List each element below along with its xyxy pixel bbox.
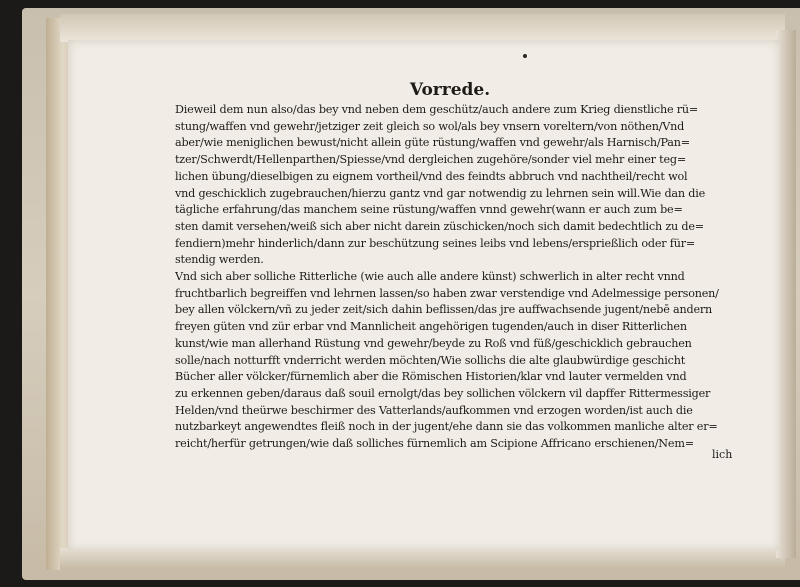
text-line: tzer/Schwerdt/Hellenparthen/Spiesse/vnd dergleichen zugehöre/sonder viel mehr einer teg= [175,153,687,167]
text-line: zu erkennen geben/daraus daß souil ernolgt/das bey sollichen völckern vil dapffer Rittermessiger [175,386,711,400]
text-line: aber/wie meniglichen bewust/nicht allein güte rüstung/waffen vnd gewehr/als Harnisch/Pan= [175,136,690,150]
text-line: sten damit versehen/weiß sich aber nicht darein züschicken/noch sich damit bedechtlich zu de= [175,219,704,233]
text-line: vnd geschicklich zugebrauchen/hierzu gantz vnd gar notwendig zu lehrnen sein will.Wie dan die [175,186,706,200]
text-line: kunst/wie man allerhand Rüstung vnd gewehr/beyde zu Roß vnd füß/geschicklich gebrauchen [175,336,692,350]
body-text [175,102,750,453]
text-line: fendiern)mehr hinderlich/dann zur beschützung seines leibs vnd lebens/ersprießlich oder für= [175,236,696,250]
page-edge-left [46,18,70,570]
text-line: Dieweil dem nun also/das bey vnd neben dem geschütz/auch andere zum Krieg dienstliche rü= [175,103,699,116]
text-line: tägliche erfahrung/das manchem seine rüstung/waffen vnnd gewehr(wann er auch zum be= [175,203,683,217]
ink-dot [523,54,527,58]
page-edge-top [60,14,785,42]
text-line: lichen übung/dieselbigen zu eignem vortheil/vnd des feindts abbruch vnd nachtheil/recht wol [175,169,688,183]
catchword: lich [712,448,733,461]
text-line: nutzbarkeyt angewendtes fleiß noch in der jugent/ehe dann sie das volkommen manliche alter er= [175,420,718,434]
text-line: stung/waffen vnd gewehr/jetziger zeit gleich so wol/als bey vnsern voreltern/von nöthen/Vnd [175,119,685,133]
text-line: fruchtbarlich begreiffen vnd lehrnen lassen/so haben zwar verstendige vnd Adelmessige personen/ [175,286,719,300]
text-line: Bücher aller völcker/fürnemlich aber die Römischen Historien/klar vnd lauter vermelden vnd [175,370,687,384]
text-line: stendig werden. [175,253,264,267]
page-heading: Vorrede. [409,80,491,100]
text-line: Vnd sich aber solliche Ritterliche (wie auch alle andere künst) schwerlich in alter recht vnnd [175,270,685,284]
page-edge-bottom [60,548,785,570]
text-line: solle/nach notturfft vnderricht werden möchten/Wie sollichs die alte glaubwürdige geschicht [175,353,686,367]
text-line: freyen güten vnd zür erbar vnd Mannlicheit angehörigen tugenden/auch in diser Ritterlichen [175,320,687,334]
text-line: bey allen völckern/vñ zu jeder zeit/sich dahin beflissen/das jre auffwachsende jugent/nebē andern [175,303,713,317]
text-line: reicht/herfür getrungen/wie daß solliches fürnemlich am Scipione Affricano erschienen/Nem= [175,437,694,451]
text-line: Helden/vnd theürwe beschirmer des Vatterlands/aufkommen vnd erzogen worden/ist auch die [175,403,693,417]
